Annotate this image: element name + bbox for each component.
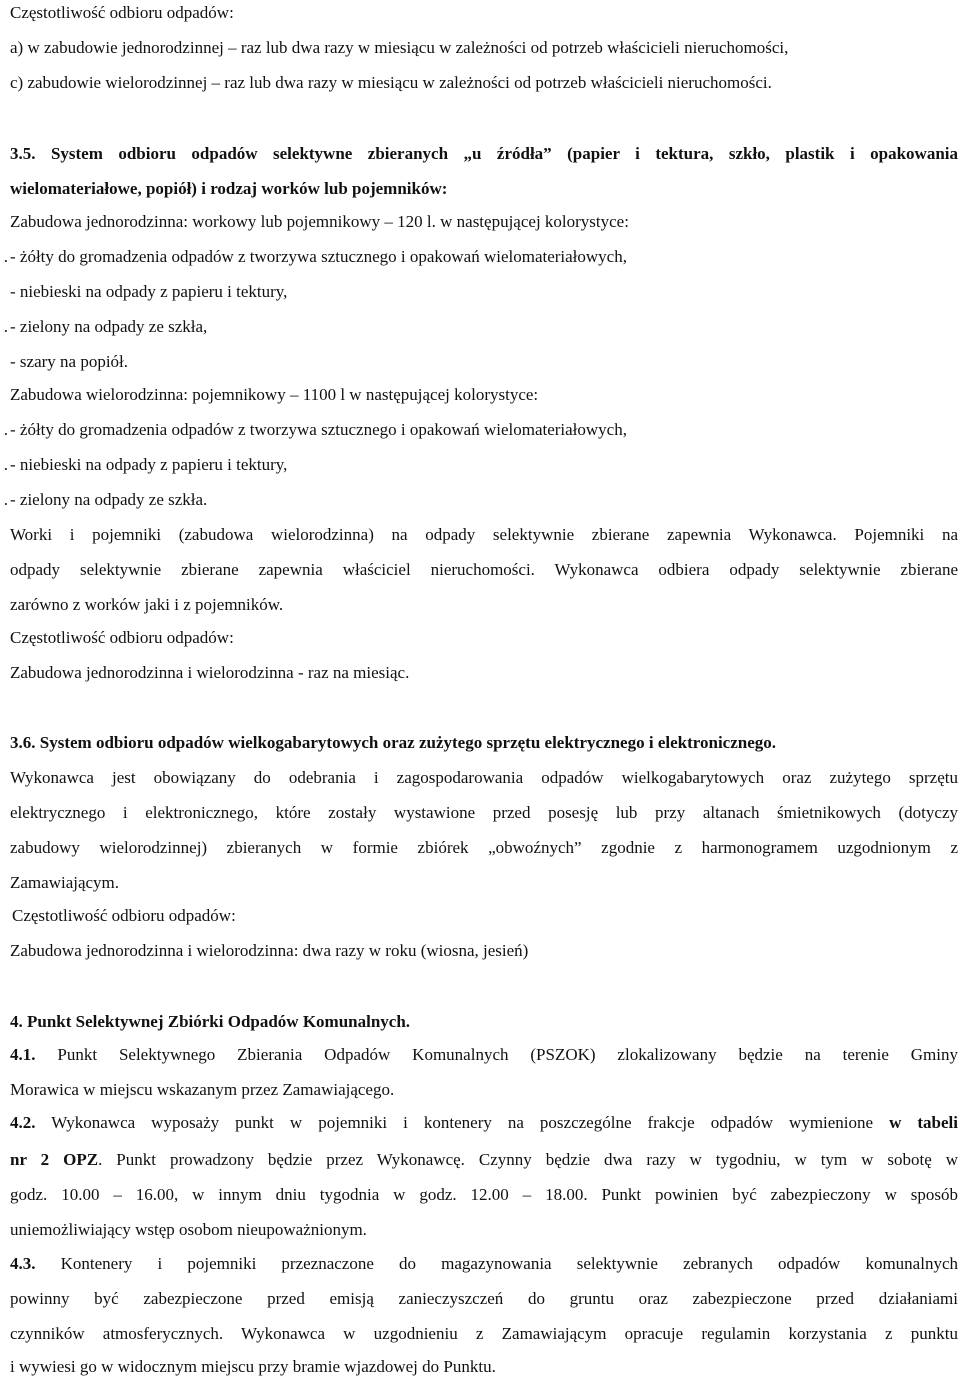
text-line: i wywiesi go w widocznym miejscu przy bramie wjazdowej do Punktu.	[10, 1357, 496, 1376]
section-4-title: 4. Punkt Selektywnej Zbiórki Odpadów Komunalnych.	[10, 1012, 411, 1031]
list-item: . - niebieski na odpady z papieru i tektury,	[3, 455, 288, 474]
text-line: Zabudowa jednorodzinna: workowy lub pojemnikowy – 120 l. w następującej kolorystyce:	[10, 212, 629, 231]
list-item: - szary na popiół.	[10, 352, 129, 371]
list-item: . - zielony na odpady ze szkła.	[3, 490, 208, 509]
bullet-dot: .	[3, 455, 8, 474]
bullet-dot: .	[3, 490, 8, 509]
text-line: Wykonawca jest obowiązany do odebrania i zagospodarowania odpadów wielkogabarytowych oraz zużytego sprzętu	[10, 768, 958, 787]
paragraph-4-2: 4.2. Wykonawca wyposaży punkt w pojemniki i kontenery na poszczególne frakcje odpadów wymienione w tabeli	[10, 1113, 958, 1132]
text-line: c) zabudowie wielorodzinnej – raz lub dwa razy w miesiącu w zależności od potrzeb właścicieli nieruchomości.	[10, 73, 772, 92]
list-item: . - zielony na odpady ze szkła,	[3, 317, 208, 336]
text-line: Zabudowa wielorodzinna: pojemnikowy – 1100 l w następującej kolorystyce:	[10, 385, 539, 404]
text-line: a) w zabudowie jednorodzinnej – raz lub dwa razy w miesiącu w zależności od potrzeb właścicieli nieruchomości,	[10, 38, 789, 57]
section-number: 3.5.	[10, 144, 36, 163]
text-line: odpady selektywnie zbierane zapewnia właściciel nieruchomości. Wykonawca odbiera odpady selektywnie zbierane	[10, 560, 958, 579]
section-3-5-title-cont: wielomateriałowe, popiół) i rodzaj worków lub pojemników:	[10, 179, 448, 198]
text-line: godz. 10.00 – 16.00, w innym dniu tygodnia w godz. 12.00 – 18.00. Punkt powinien być zabezpieczony w sposób	[10, 1185, 958, 1204]
list-item: - niebieski na odpady z papieru i tektury,	[10, 282, 288, 301]
bullet-dot: .	[3, 317, 8, 336]
section-number: 4.3.	[10, 1254, 36, 1273]
text-line: zarówno z worków jaki i z pojemników.	[10, 595, 284, 614]
section-3-6-title: 3.6. System odbioru odpadów wielkogabarytowych oraz zużytego sprzętu elektrycznego i elektronicznego.	[10, 733, 777, 752]
text-line: nr 2 OPZ. Punkt prowadzony będzie przez Wykonawcę. Czynny będzie dwa razy w tygodniu, w tym w sobotę w	[10, 1150, 958, 1169]
section-number: 4.1.	[10, 1045, 36, 1064]
frequency-heading: Częstotliwość odbioru odpadów:	[10, 628, 234, 647]
text-line: Zabudowa jednorodzinna i wielorodzinna: dwa razy w roku (wiosna, jesień)	[10, 941, 529, 960]
list-item: . - żółty do gromadzenia odpadów z tworzywa sztucznego i opakowań wielomateriałowych,	[3, 420, 627, 439]
text-line: uniemożliwiający wstęp osobom nieupoważnionym.	[10, 1220, 367, 1239]
list-item: . - żółty do gromadzenia odpadów z tworzywa sztucznego i opakowań wielomateriałowych,	[3, 247, 627, 266]
frequency-heading: Częstotliwość odbioru odpadów:	[10, 3, 234, 22]
text-line: Morawica w miejscu wskazanym przez Zamawiającego.	[10, 1080, 395, 1099]
text-line: Zamawiającym.	[10, 873, 120, 892]
paragraph-4-3: 4.3. Kontenery i pojemniki przeznaczone do magazynowania selektywnie zebranych odpadów komunalnych	[10, 1254, 958, 1273]
text-line: czynników atmosferycznych. Wykonawca w uzgodnieniu z Zamawiającym opracuje regulamin korzystania z punktu	[10, 1324, 958, 1343]
section-number: 4.2.	[10, 1113, 36, 1132]
bullet-dot: .	[3, 420, 8, 439]
bullet-dot: .	[3, 247, 8, 266]
text-line: Worki i pojemniki (zabudowa wielorodzinna) na odpady selektywnie zbierane zapewnia Wykonawca. Pojemniki na	[10, 525, 958, 544]
frequency-heading: Częstotliwość odbioru odpadów:	[12, 906, 236, 925]
text-line: elektrycznego i elektronicznego, które zostały wystawione przed posesję lub przy altanach śmietnikowych (dotyczy	[10, 803, 958, 822]
section-3-5-title	[10, 143, 958, 165]
text-line: zabudowy wielorodzinnej) zbieranych w formie zbiórek „obwoźnych” zgodnie z harmonogramem uzgodnionym z	[10, 838, 958, 857]
paragraph-4-1: 4.1. Punkt Selektywnego Zbierania Odpadów Komunalnych (PSZOK) zlokalizowany będzie na terenie Gminy	[10, 1045, 958, 1064]
text-line: powinny być zabezpieczone przed emisją zanieczyszczeń do gruntu oraz zabezpieczone przed działaniami	[10, 1289, 958, 1308]
text-line: Zabudowa jednorodzinna i wielorodzinna - raz na miesiąc.	[10, 663, 410, 682]
section-title-text: System odbioru odpadów selektywne zbieranych „u źródła” (papier i tektura, szkło, plastik i opakowania	[50, 144, 958, 163]
